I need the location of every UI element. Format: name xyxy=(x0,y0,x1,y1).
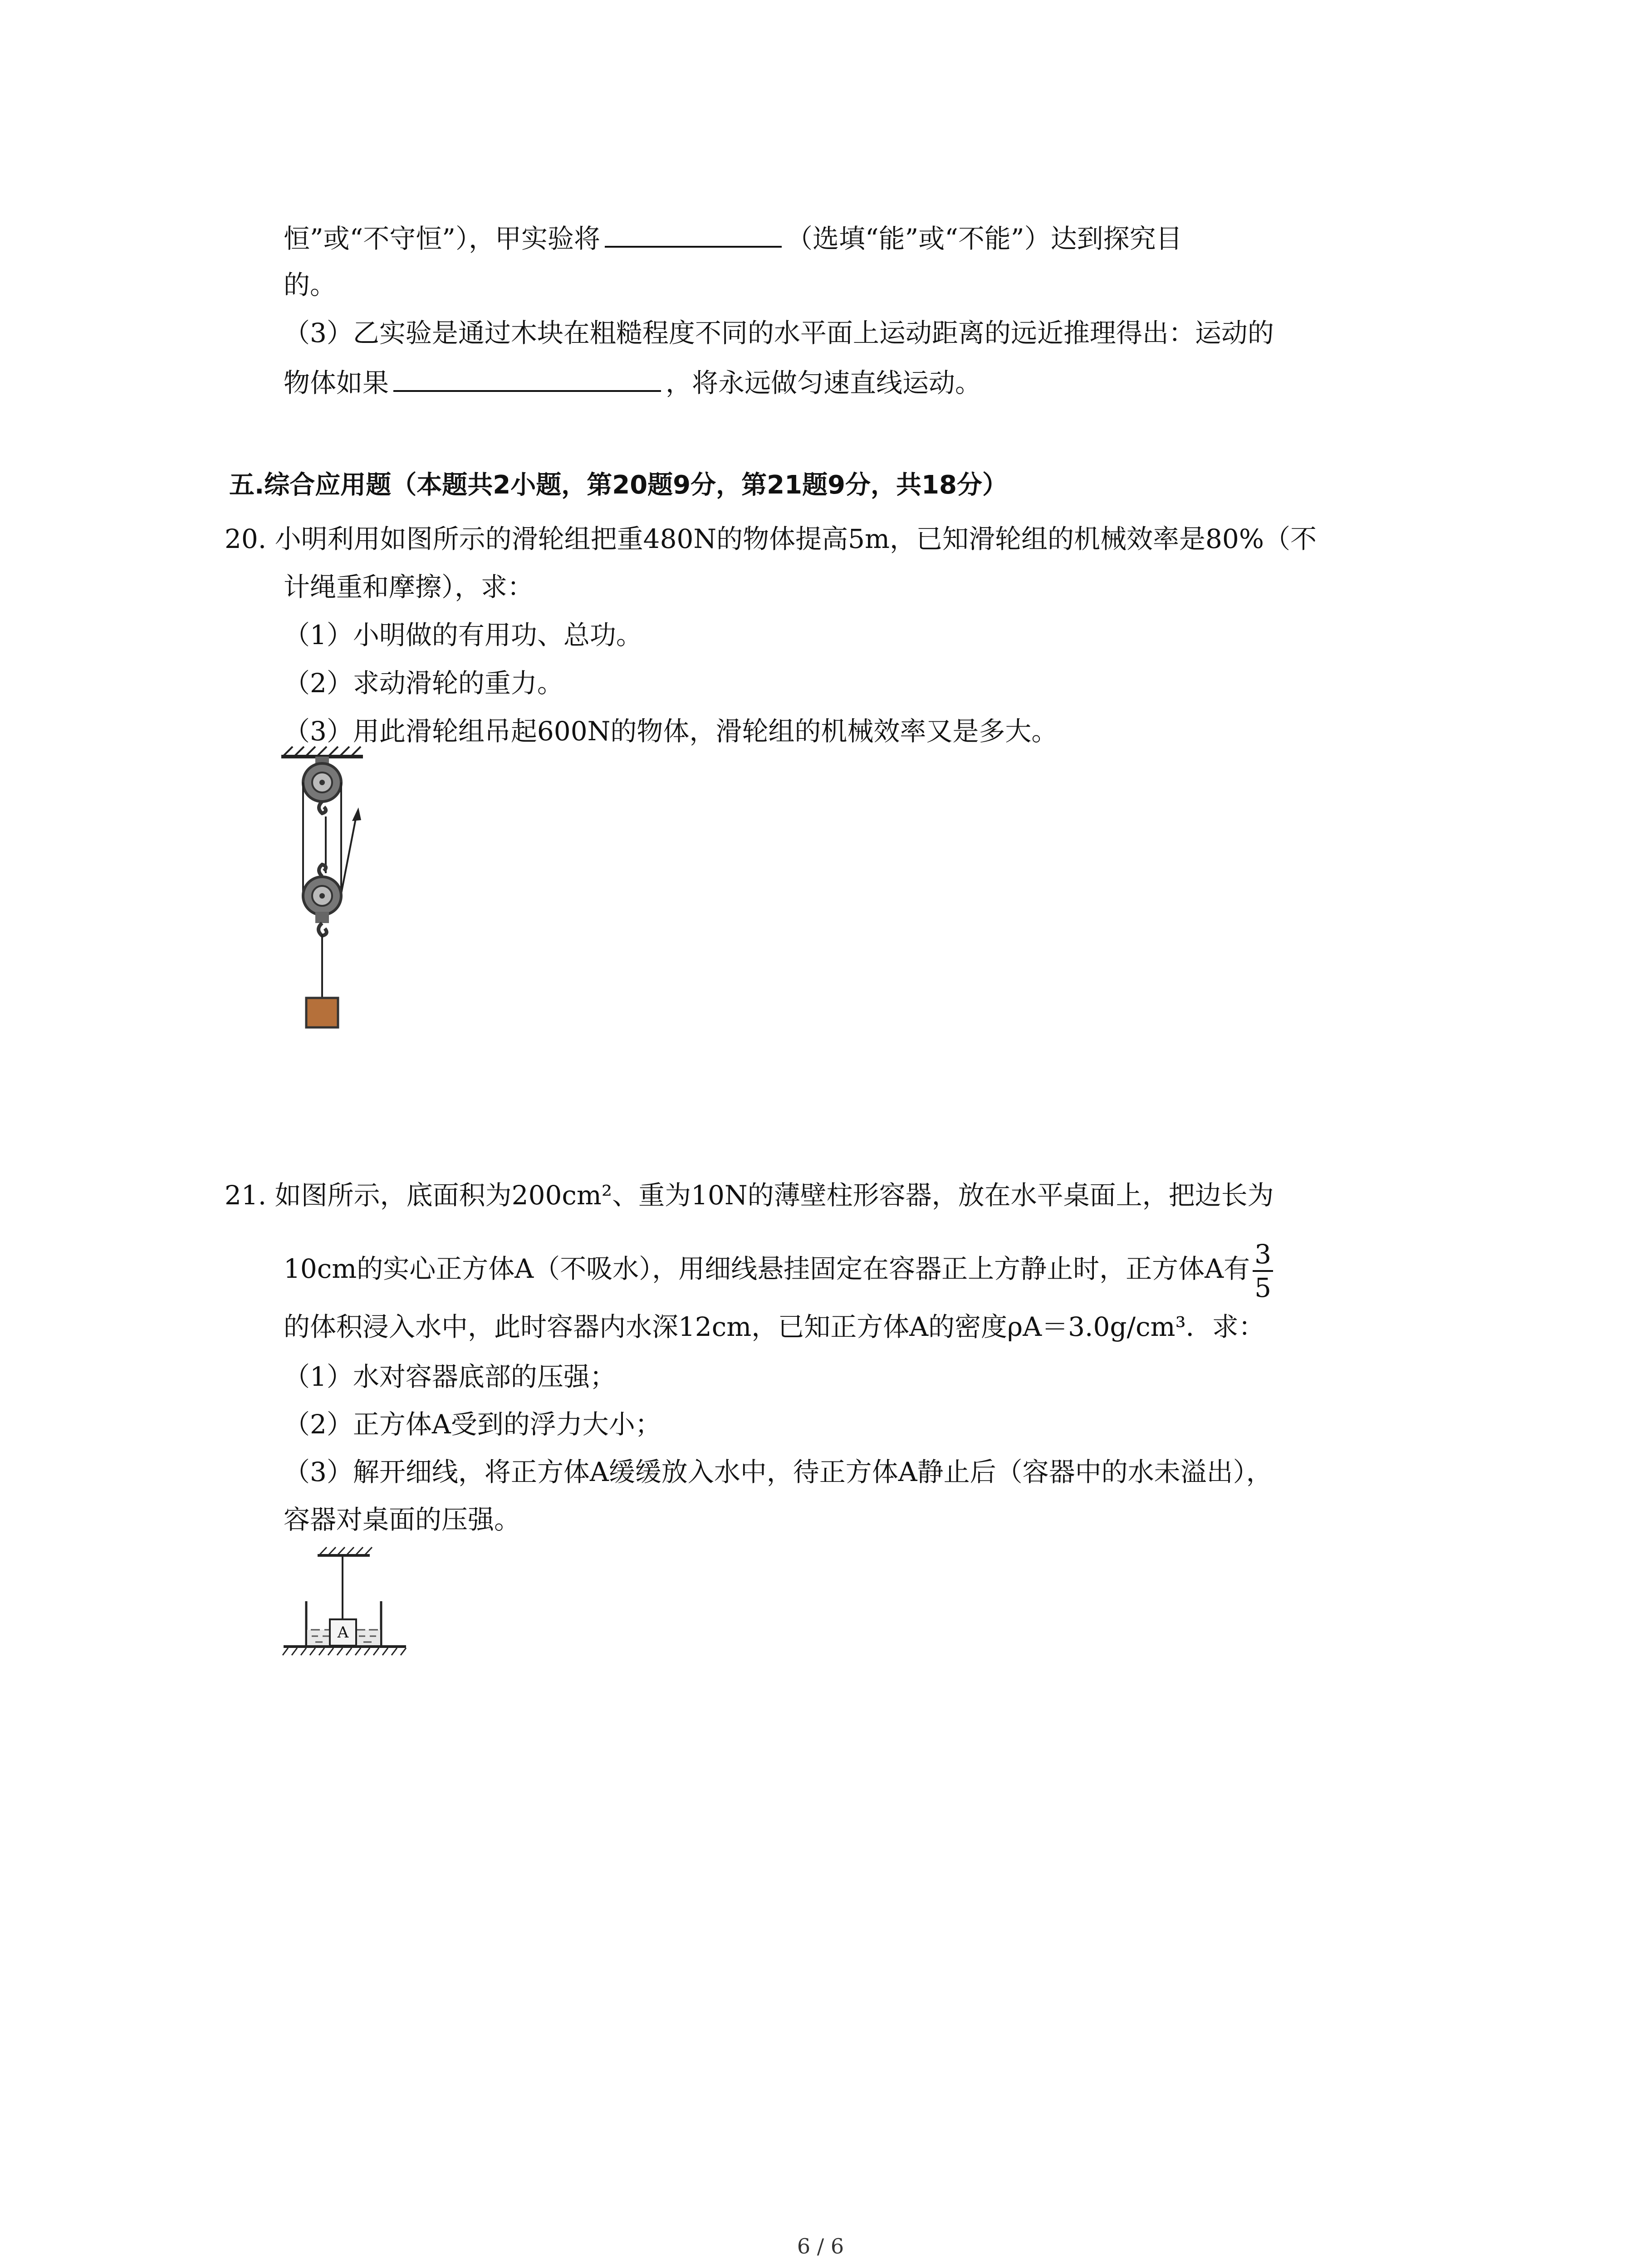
page-number: 6 / 6 xyxy=(797,2234,844,2258)
q21-line-1: 21. 如图所示，底面积为200cm²、重为10N的薄壁柱形容器，放在水平桌面上，把边长为 xyxy=(225,1180,1274,1211)
answer-blank-1[interactable] xyxy=(605,219,782,248)
cube-label: A xyxy=(337,1623,349,1642)
q19-line-2: 的。 xyxy=(284,269,337,300)
q20-line-3: （1）小明做的有用功、总功。 xyxy=(284,620,642,650)
q20-line-1: 20. 小明利用如图所示的滑轮组把重480N的物体提高5m，已知滑轮组的机械效率是80%（不 xyxy=(225,523,1317,554)
answer-blank-2[interactable] xyxy=(393,363,661,392)
q20-line-2: 计绳重和摩擦），求： xyxy=(284,572,534,602)
q19-line-4 xyxy=(284,363,981,401)
section-heading: 五.综合应用题（本题共2小题，第20题9分，第21题9分，共18分） xyxy=(229,470,1008,500)
q19-line-3: （3）乙实验是通过木块在粗糙程度不同的水平面上运动距离的远近推理得出：运动的 xyxy=(284,318,1274,348)
q21-text-2: 10cm的实心正方体A（不吸水），用细线悬挂固定在容器正上方静止时，正方体A有 xyxy=(284,1253,1250,1285)
fraction-three-fifths xyxy=(1253,1238,1273,1304)
q21-line-4: （1）水对容器底部的压强； xyxy=(284,1361,616,1392)
q19-line-1 xyxy=(284,219,1182,257)
q20-line-4: （2）求动滑轮的重力。 xyxy=(284,668,563,699)
q21-line-7: 容器对桌面的压强。 xyxy=(284,1504,521,1535)
q21-line-6: （3）解开细线，将正方体A缓缓放入水中，待正方体A静止后（容器中的水未溢出）， xyxy=(284,1457,1273,1487)
q19-text-4a: 物体如果 xyxy=(284,367,389,398)
fraction-numerator: 3 xyxy=(1253,1238,1273,1272)
container-figure xyxy=(279,1545,415,1672)
q21-line-5: （2）正方体A受到的浮力大小； xyxy=(284,1409,661,1440)
q19-text-1b: （选填“能”或“不能”）达到探究目 xyxy=(786,223,1182,254)
q20-line-5: （3）用此滑轮组吊起600N的物体，滑轮组的机械效率又是多大。 xyxy=(284,716,1058,747)
q21-line-2 xyxy=(284,1238,1276,1304)
q19-text-4b: ，将永远做匀速直线运动。 xyxy=(666,367,982,398)
pulley-system-figure xyxy=(272,744,399,1039)
q21-line-3: 的体积浸入水中，此时容器内水深12cm，已知正方体A的密度ρA＝3.0g/cm³．求： xyxy=(284,1311,1265,1342)
fraction-denominator: 5 xyxy=(1254,1272,1271,1303)
q19-text-1a: 恒”或“不守恒”），甲实验将 xyxy=(284,223,600,254)
